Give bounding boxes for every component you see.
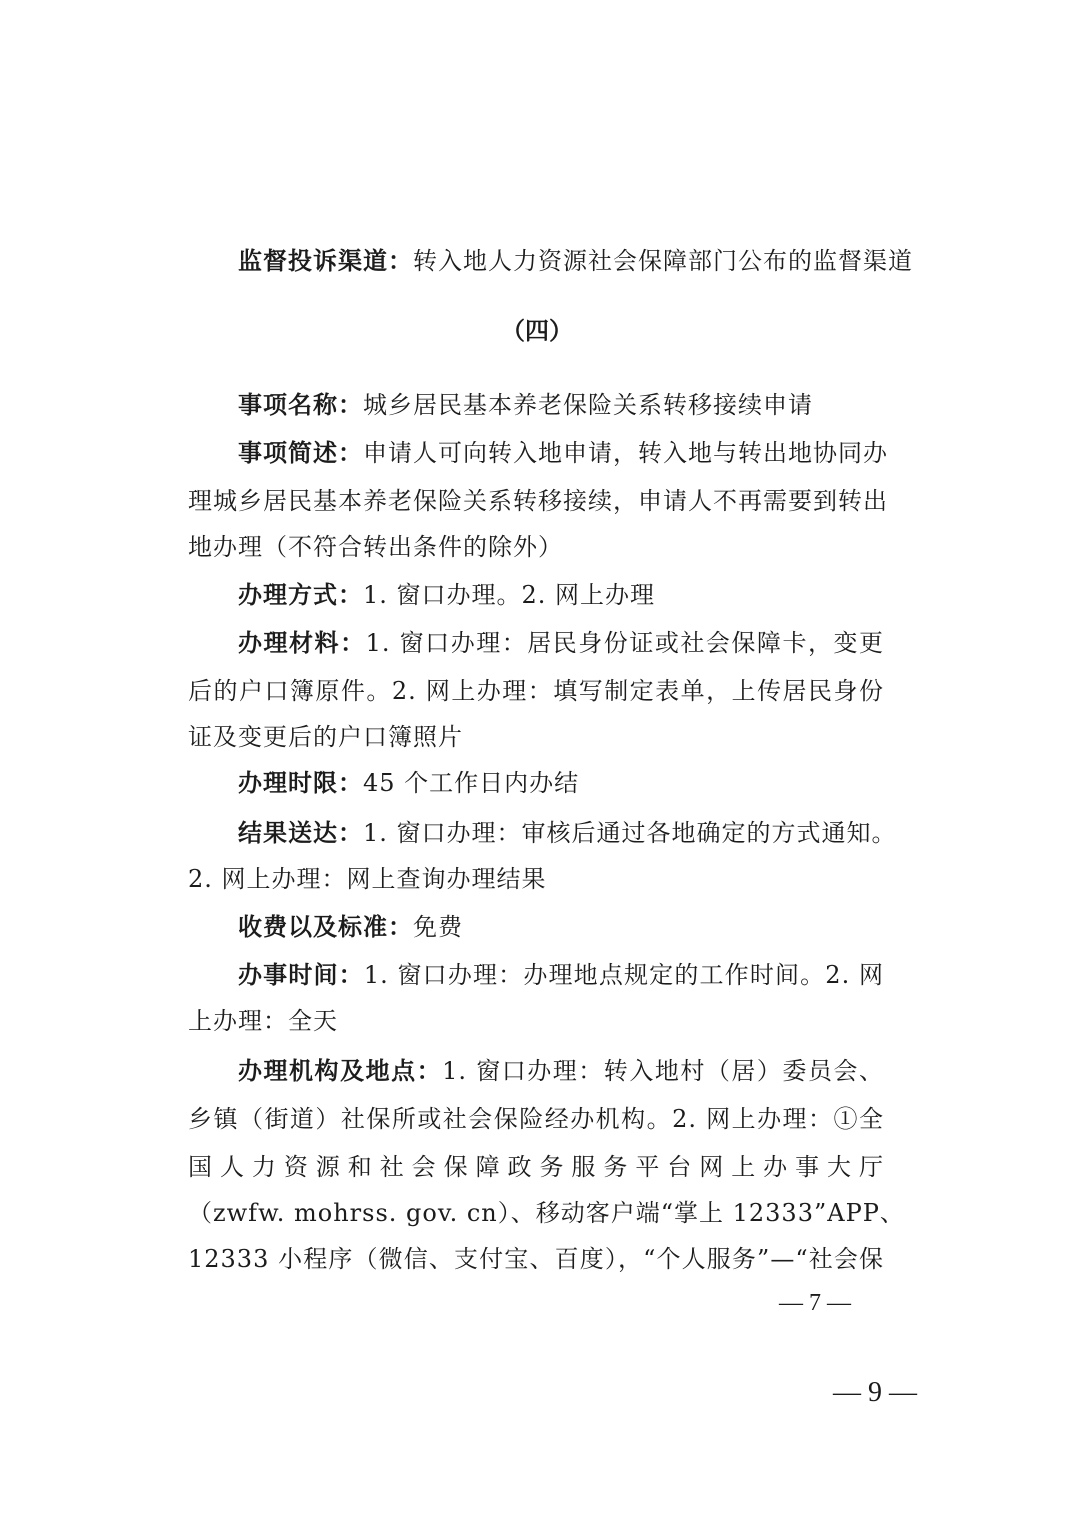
outer-page-number: — 9 —	[833, 1377, 917, 1408]
institution-line-2: 乡镇（街道）社保所或社会保险经办机构。2. 网上办理：①全	[188, 1105, 884, 1133]
institution-line-3: 国人力资源和社会保障政务服务平台网上办事大厅	[188, 1153, 884, 1181]
institution-label: 办理机构及地点：	[238, 1057, 443, 1085]
supervision-channel-label: 监督投诉渠道：	[238, 247, 413, 275]
institution-text-1: 1. 窗口办理：转入地村（居）委员会、	[442, 1057, 884, 1085]
method-label: 办理方式：	[238, 581, 363, 609]
institution-line-1	[238, 1056, 884, 1086]
materials-line-3: 证及变更后的户口簿照片	[188, 723, 463, 751]
result-delivery-line-1	[238, 818, 897, 848]
institution-line-4: （zwfw. mohrss. gov. cn）、移动客户端“掌上 12333”APP、	[188, 1199, 905, 1227]
result-delivery-text-1: 1. 窗口办理：审核后通过各地确定的方式通知。	[363, 819, 897, 847]
office-hours-line-1	[238, 960, 884, 990]
item-name-line	[238, 390, 884, 420]
item-desc-text-1: 申请人可向转入地申请，转入地与转出地协同办	[363, 439, 888, 467]
item-desc-line-1	[238, 438, 888, 468]
item-desc-label: 事项简述：	[238, 439, 363, 467]
office-hours-line-2: 上办理：全天	[188, 1007, 338, 1035]
section-heading: （四）	[501, 317, 573, 345]
time-limit-text: 45 个工作日内办结	[363, 769, 580, 797]
time-limit-line	[238, 768, 884, 798]
item-name-label: 事项名称：	[238, 391, 363, 419]
office-hours-text-1: 1. 窗口办理：办理地点规定的工作时间。2. 网	[363, 961, 884, 989]
fees-label: 收费以及标准：	[238, 913, 413, 941]
fees-text: 免费	[413, 913, 463, 941]
item-desc-line-2: 理城乡居民基本养老保险关系转移接续，申请人不再需要到转出	[188, 487, 888, 515]
method-line	[238, 580, 884, 610]
office-hours-label: 办事时间：	[238, 961, 364, 989]
materials-label: 办理材料：	[238, 629, 366, 657]
supervision-channel-text: 转入地人力资源社会保障部门公布的监督渠道	[413, 247, 913, 275]
item-name-text: 城乡居民基本养老保险关系转移接续申请	[363, 391, 813, 419]
materials-text-1: 1. 窗口办理：居民身份证或社会保障卡，变更	[365, 629, 885, 657]
time-limit-label: 办理时限：	[238, 769, 363, 797]
materials-line-1	[238, 628, 884, 658]
fees-line	[238, 912, 884, 942]
item-desc-line-3: 地办理（不符合转出条件的除外）	[188, 533, 563, 561]
result-delivery-label: 结果送达：	[238, 819, 363, 847]
inner-page-number: — 7 —	[779, 1290, 851, 1316]
supervision-channel-line	[238, 246, 913, 276]
result-delivery-line-2: 2. 网上办理：网上查询办理结果	[188, 865, 547, 893]
materials-line-2: 后的户口簿原件。2. 网上办理：填写制定表单，上传居民身份	[188, 677, 884, 705]
method-text: 1. 窗口办理。2. 网上办理	[363, 581, 656, 609]
institution-line-5: 12333 小程序（微信、支付宝、百度），“个人服务”—“社会保	[188, 1245, 884, 1273]
